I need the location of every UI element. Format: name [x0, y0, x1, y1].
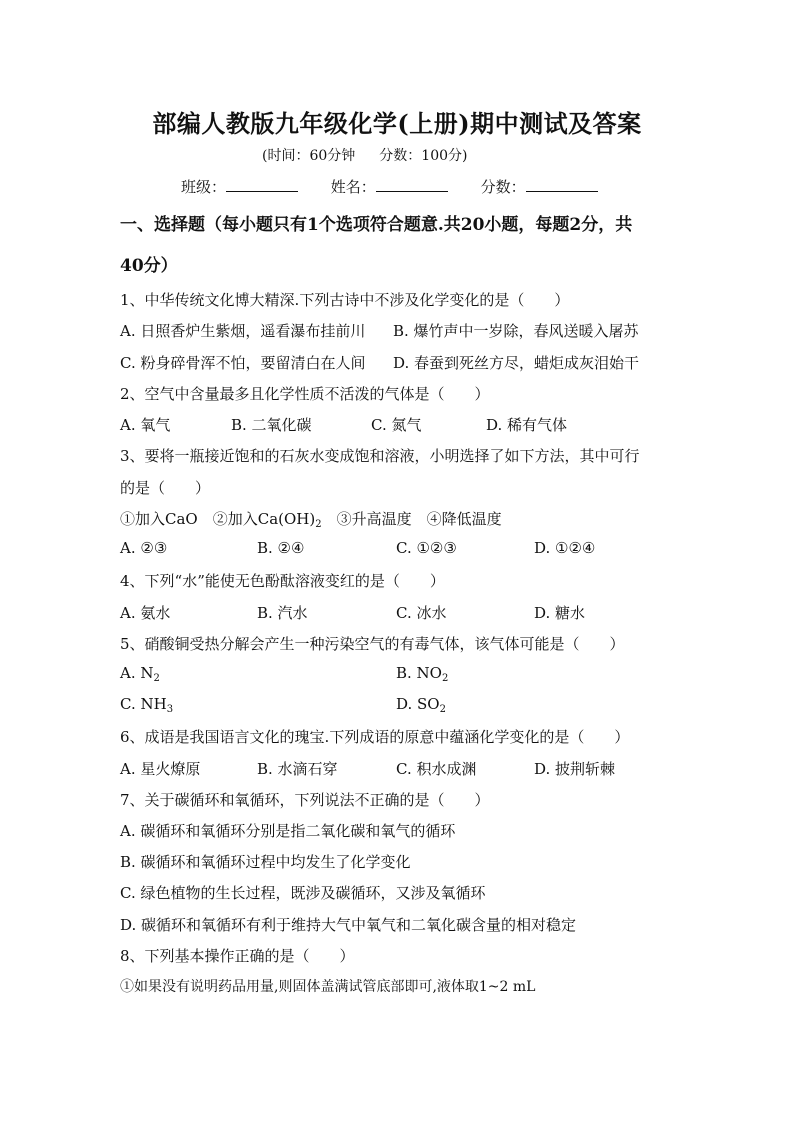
class-field	[181, 176, 298, 197]
section-heading-line1: 一、选择题（每小题只有1个选项符合题意.共20小题，每题2分，共	[120, 215, 633, 235]
question-5-option-a-text: A. N	[120, 664, 154, 682]
question-1-option-c: C. 粉身碎骨浑不怕，要留清白在人间	[120, 354, 366, 372]
class-blank[interactable]	[226, 177, 298, 192]
question-4-option-d: D. 糖水	[534, 604, 586, 622]
question-3-option-a: A. ②③	[120, 539, 168, 557]
question-4-option-a: A. 氨水	[120, 604, 171, 622]
class-label: 班级：	[181, 178, 227, 196]
question-5-option-d-text: D. SO	[396, 695, 440, 713]
question-7-option-c: C. 绿色植物的生长过程，既涉及碳循环，又涉及氧循环	[120, 884, 486, 902]
points-blank[interactable]	[526, 177, 598, 192]
question-3-stem-line2: 的是（ ）	[120, 479, 211, 497]
question-5-option-b-text: B. NO	[396, 664, 442, 682]
question-5-option-d	[396, 695, 446, 715]
question-4-stem: 4、下列“水”能使无色酚酞溶液变红的是（ ）	[120, 572, 445, 590]
question-5-option-d-subscript: 2	[439, 704, 446, 715]
student-fields	[181, 176, 626, 197]
question-3-methods-part1: ①加入CaO ②加入Ca(OH)	[120, 510, 316, 528]
question-3-option-d: D. ①②④	[534, 539, 596, 557]
name-blank[interactable]	[376, 177, 448, 192]
question-5-option-b-subscript: 2	[441, 673, 449, 684]
question-5-option-a-subscript: 2	[153, 673, 160, 684]
question-5-option-a	[120, 664, 160, 684]
points-label: 分数：	[480, 178, 526, 196]
question-6-option-b: B. 水滴石穿	[257, 760, 338, 778]
question-1-stem: 1、中华传统文化博大精深.下列古诗中不涉及化学变化的是（ ）	[120, 291, 570, 309]
question-8-stem: 8、下列基本操作正确的是（ ）	[120, 947, 355, 965]
question-7-stem: 7、关于碳循环和氧循环，下列说法不正确的是（ ）	[120, 791, 490, 809]
name-label: 姓名：	[330, 178, 376, 196]
score-info: 分数：100分)	[379, 148, 468, 164]
question-6-option-a: A. 星火燎原	[120, 760, 201, 778]
name-field	[331, 176, 448, 197]
question-8-item-1: ①如果没有说明药品用量,则固体盖满试管底部即可,液体取1~2 mL	[120, 979, 536, 995]
question-3-methods	[120, 508, 502, 530]
question-3-methods-part2: ③升高温度 ④降低温度	[321, 510, 502, 528]
question-5-option-b	[396, 664, 448, 684]
exam-info	[262, 145, 491, 165]
question-6-option-c: C. 积水成渊	[396, 760, 477, 778]
section-heading-line2: 40分）	[120, 256, 178, 276]
question-5-option-c-subscript: 3	[166, 704, 174, 715]
question-5-option-c-text: C. NH	[120, 695, 167, 713]
question-3-option-b: B. ②④	[257, 539, 305, 557]
question-5-stem: 5、硝酸铜受热分解会产生一种污染空气的有毒气体，该气体可能是（ ）	[120, 635, 625, 653]
time-info: (时间：60分钟	[262, 148, 356, 164]
question-7-option-a: A. 碳循环和氧循环分别是指二氧化碳和氧气的循环	[120, 822, 456, 840]
page-title: 部编人教版九年级化学(上册)期中测试及答案	[152, 109, 642, 138]
question-3-methods-subscript: 2	[315, 519, 322, 530]
question-6-stem: 6、成语是我国语言文化的瑰宝.下列成语的原意中蕴涵化学变化的是（ ）	[120, 728, 630, 746]
question-3-stem-line1: 3、要将一瓶接近饱和的石灰水变成饱和溶液，小明选择了如下方法，其中可行	[120, 447, 640, 465]
question-4-option-c: C. 冰水	[396, 604, 447, 622]
question-2-option-b: B. 二氧化碳	[231, 416, 312, 434]
question-1-option-d: D. 春蚕到死丝方尽，蜡炬成灰泪始干	[393, 354, 640, 372]
question-7-option-d: D. 碳循环和氧循环有利于维持大气中氧气和二氧化碳含量的相对稳定	[120, 916, 577, 934]
question-3-option-c: C. ①②③	[396, 539, 457, 557]
question-4-option-b: B. 汽水	[257, 604, 308, 622]
question-2-option-a: A. 氧气	[120, 416, 171, 434]
question-7-option-b: B. 碳循环和氧循环过程中均发生了化学变化	[120, 853, 411, 871]
question-2-option-c: C. 氮气	[371, 416, 422, 434]
question-1-option-b: B. 爆竹声中一岁除，春风送暖入屠苏	[393, 322, 639, 340]
question-5-option-c	[120, 695, 173, 715]
points-field	[481, 176, 598, 197]
question-2-stem: 2、空气中含量最多且化学性质不活泼的气体是（ ）	[120, 385, 490, 403]
question-2-option-d: D. 稀有气体	[486, 416, 568, 434]
question-6-option-d: D. 披荆斩棘	[534, 760, 616, 778]
question-1-option-a: A. 日照香炉生紫烟，遥看瀑布挂前川	[120, 322, 366, 340]
